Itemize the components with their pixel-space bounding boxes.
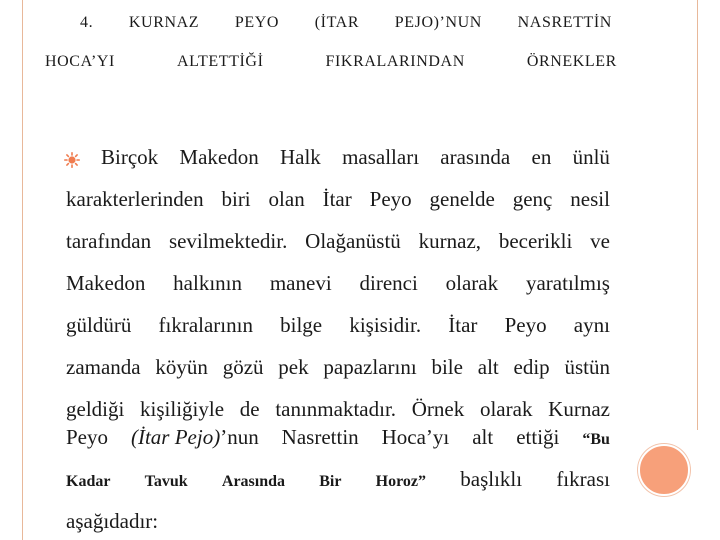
word: masalları	[342, 145, 420, 169]
title-word: PEJO)’NUN	[394, 14, 482, 31]
word: Peyo	[504, 313, 547, 337]
word: papazlarını	[323, 355, 417, 379]
word: edip	[513, 355, 550, 379]
body-line	[101, 144, 610, 170]
title-word: KURNAZ	[128, 14, 200, 31]
body-line	[66, 396, 610, 422]
word: geldiği	[66, 397, 125, 421]
word: ettiği	[516, 425, 560, 449]
word: halkının	[173, 271, 242, 295]
word: Peyo	[369, 187, 412, 211]
title-word: 4.	[80, 14, 94, 31]
story-title-start: “Bu	[582, 431, 610, 448]
word: İtar	[448, 313, 478, 337]
word: başlıklı	[460, 467, 523, 491]
title-word: ÖRNEKLER	[526, 53, 617, 70]
title-word: FIKRALARINDAN	[325, 53, 465, 70]
word: köyün	[155, 355, 208, 379]
story-title-word: Arasında	[221, 473, 286, 490]
word: Örnek	[411, 397, 465, 421]
word: üstün	[564, 355, 610, 379]
word: en	[531, 145, 552, 169]
word: zamanda	[66, 355, 141, 379]
word: olan	[268, 187, 305, 211]
word: nesil	[570, 187, 610, 211]
word: kurnaz,	[418, 229, 482, 253]
slide-frame-right	[697, 0, 698, 430]
decorative-circle	[638, 444, 690, 496]
word: bilge	[280, 313, 323, 337]
word: ve	[590, 229, 610, 253]
word: tarafından	[66, 229, 152, 253]
word: olarak	[445, 271, 499, 295]
word: fıkralarının	[158, 313, 253, 337]
body-line	[66, 312, 610, 338]
word: kişiliğiyle	[140, 397, 225, 421]
word: manevi	[269, 271, 332, 295]
italic-name: (İtar Pejo)	[130, 425, 221, 449]
word: fıkrası	[556, 467, 610, 491]
title-word: NASRETTİN	[517, 14, 612, 31]
word: becerikli	[498, 229, 573, 253]
body-line	[66, 186, 610, 212]
word: pek	[278, 355, 309, 379]
word: Makedon	[179, 145, 259, 169]
word: gözü	[222, 355, 264, 379]
body-line	[66, 270, 610, 296]
word: genelde	[429, 187, 495, 211]
title-word: (İTAR	[314, 14, 360, 31]
sun-bullet-icon	[64, 152, 80, 173]
word: direnci	[359, 271, 418, 295]
story-title-word: Bir	[319, 473, 342, 490]
word: karakterlerinden	[66, 187, 204, 211]
story-title-word: Kadar	[66, 473, 111, 490]
word: Kurnaz	[548, 397, 610, 421]
slide-frame-left	[22, 0, 23, 540]
story-title-word: Horoz”	[375, 473, 427, 490]
word: yaratılmış	[525, 271, 610, 295]
word: Peyo	[66, 425, 108, 449]
body-line	[66, 466, 610, 495]
word: bile	[431, 355, 463, 379]
word: alt	[477, 355, 499, 379]
title-word: ALTETTİĞİ	[176, 53, 264, 70]
body-line	[66, 354, 610, 380]
word: biri	[221, 187, 251, 211]
title-line-1	[80, 14, 612, 32]
word: tanınmaktadır.	[275, 397, 397, 421]
word: aynı	[573, 313, 610, 337]
word: Halk	[279, 145, 321, 169]
body-line	[66, 508, 610, 534]
word: Birçok	[101, 145, 159, 169]
title-word: HOCA’YI	[45, 53, 115, 70]
word: güldürü	[66, 313, 132, 337]
title-word: PEYO	[234, 14, 280, 31]
word: İtar	[322, 187, 352, 211]
word	[131, 424, 259, 450]
word: Olağanüstü	[305, 229, 401, 253]
word: olarak	[479, 397, 533, 421]
word-suffix: ’nun	[220, 425, 259, 449]
word: genç	[512, 187, 553, 211]
body-line	[66, 424, 610, 453]
story-title-word: Tavuk	[144, 473, 188, 490]
word: Nasrettin	[281, 425, 359, 449]
word: alt	[472, 425, 494, 449]
word: Hoca’yı	[381, 425, 450, 449]
word: Makedon	[66, 271, 146, 295]
word: aşağıdadır:	[66, 509, 159, 533]
word: kişisidir.	[349, 313, 422, 337]
word: de	[239, 397, 260, 421]
word: ünlü	[572, 145, 610, 169]
title-line-2	[45, 53, 617, 71]
body-line	[66, 228, 610, 254]
word: arasında	[440, 145, 511, 169]
word: sevilmektedir.	[168, 229, 288, 253]
